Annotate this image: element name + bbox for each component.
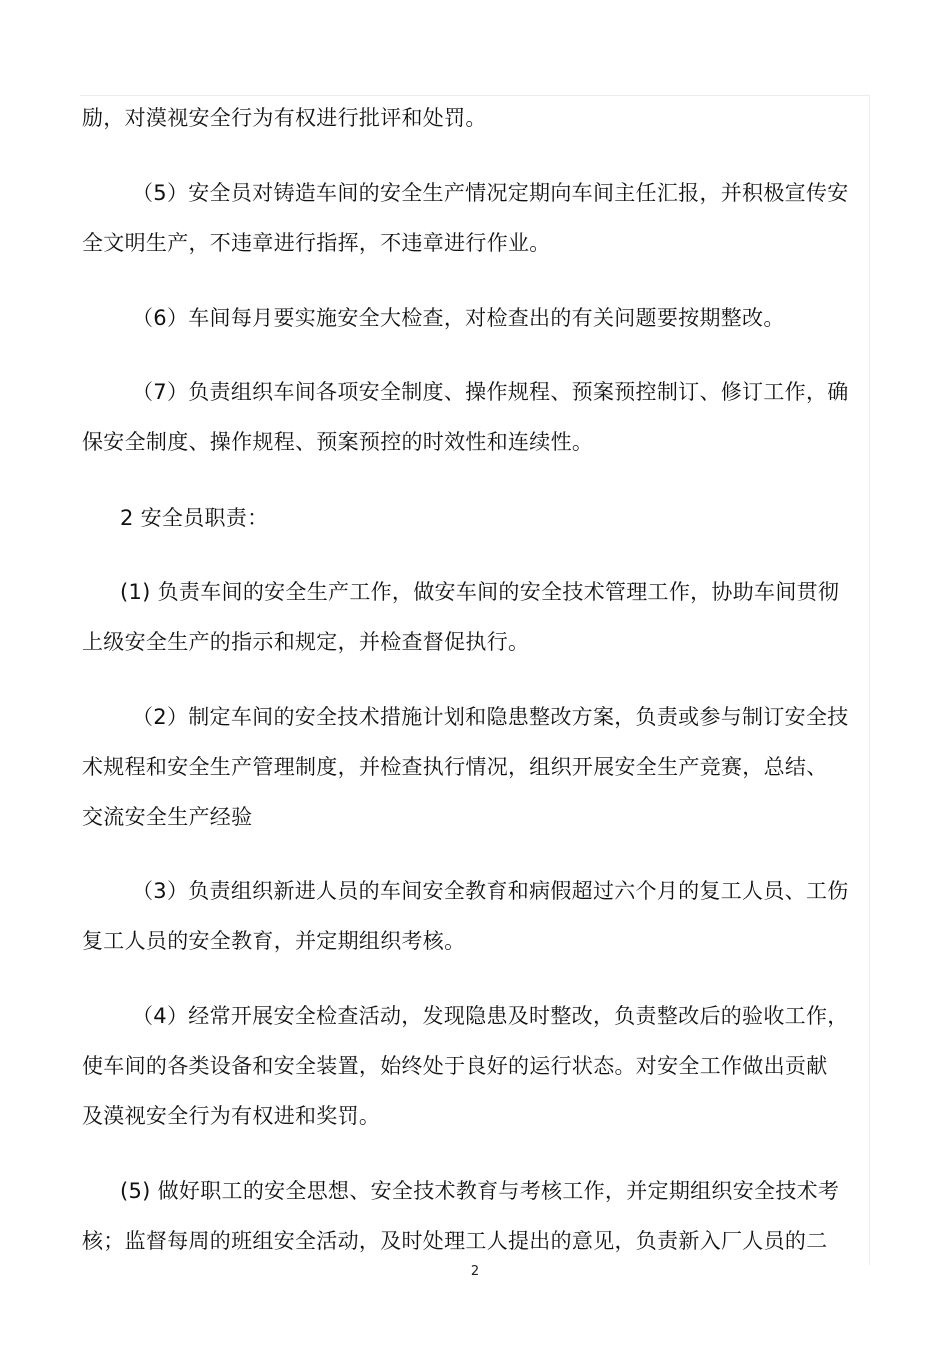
page-number: 2 — [470, 1264, 480, 1279]
paragraph-5-line-2: 全文明生产，不违章进行指挥，不违章进行作业。 — [82, 231, 551, 255]
page-border-right — [869, 95, 870, 1265]
duty-4-line-1: （4）经常开展安全检查活动，发现隐患及时整改，负责整改后的验收工作， — [132, 1004, 849, 1028]
duty-4-line-3: 及漠视安全行为有权进和奖罚。 — [82, 1104, 381, 1128]
paragraph-6-line-1: （6）车间每月要实施安全大检查，对检查出的有关问题要按期整改。 — [132, 306, 785, 330]
duty-4-line-2: 使车间的各类设备和安全装置，始终处于良好的运行状态。对安全工作做出贡献 — [82, 1054, 828, 1078]
duty-3-line-2: 复工人员的安全教育，并定期组织考核。 — [82, 929, 466, 953]
duty-1-line-2: 上级安全生产的指示和规定，并检查督促执行。 — [82, 630, 530, 654]
duty-1-line-1: (1) 负责车间的安全生产工作，做安车间的安全技术管理工作，协助车间贯彻 — [120, 580, 840, 604]
paragraph-7-line-2: 保安全制度、操作规程、预案预控的时效性和连续性。 — [82, 430, 594, 454]
duty-5-line-2: 核；监督每周的班组安全活动，及时处理工人提出的意见，负责新入厂人员的二 — [82, 1229, 828, 1253]
page-border-top — [80, 95, 870, 96]
duty-2-line-1: （2）制定车间的安全技术措施计划和隐患整改方案，负责或参与制订安全技 — [132, 705, 849, 729]
section-heading: 2 安全员职责： — [120, 506, 269, 530]
text-line: 励，对漠视安全行为有权进行批评和处罚。 — [82, 106, 487, 130]
paragraph-7-line-1: （7）负责组织车间各项安全制度、操作规程、预案预控制订、修订工作，确 — [132, 380, 849, 404]
duty-3-line-1: （3）负责组织新进人员的车间安全教育和病假超过六个月的复工人员、工伤 — [132, 879, 849, 903]
duty-2-line-2: 术规程和安全生产管理制度，并检查执行情况，组织开展安全生产竞赛，总结、 — [82, 755, 828, 779]
duty-2-line-3: 交流安全生产经验 — [82, 805, 253, 829]
paragraph-5-line-1: （5）安全员对铸造车间的安全生产情况定期向车间主任汇报，并积极宣传安 — [132, 181, 849, 205]
duty-5-line-1: (5) 做好职工的安全思想、安全技术教育与考核工作，并定期组织安全技术考 — [120, 1179, 840, 1203]
